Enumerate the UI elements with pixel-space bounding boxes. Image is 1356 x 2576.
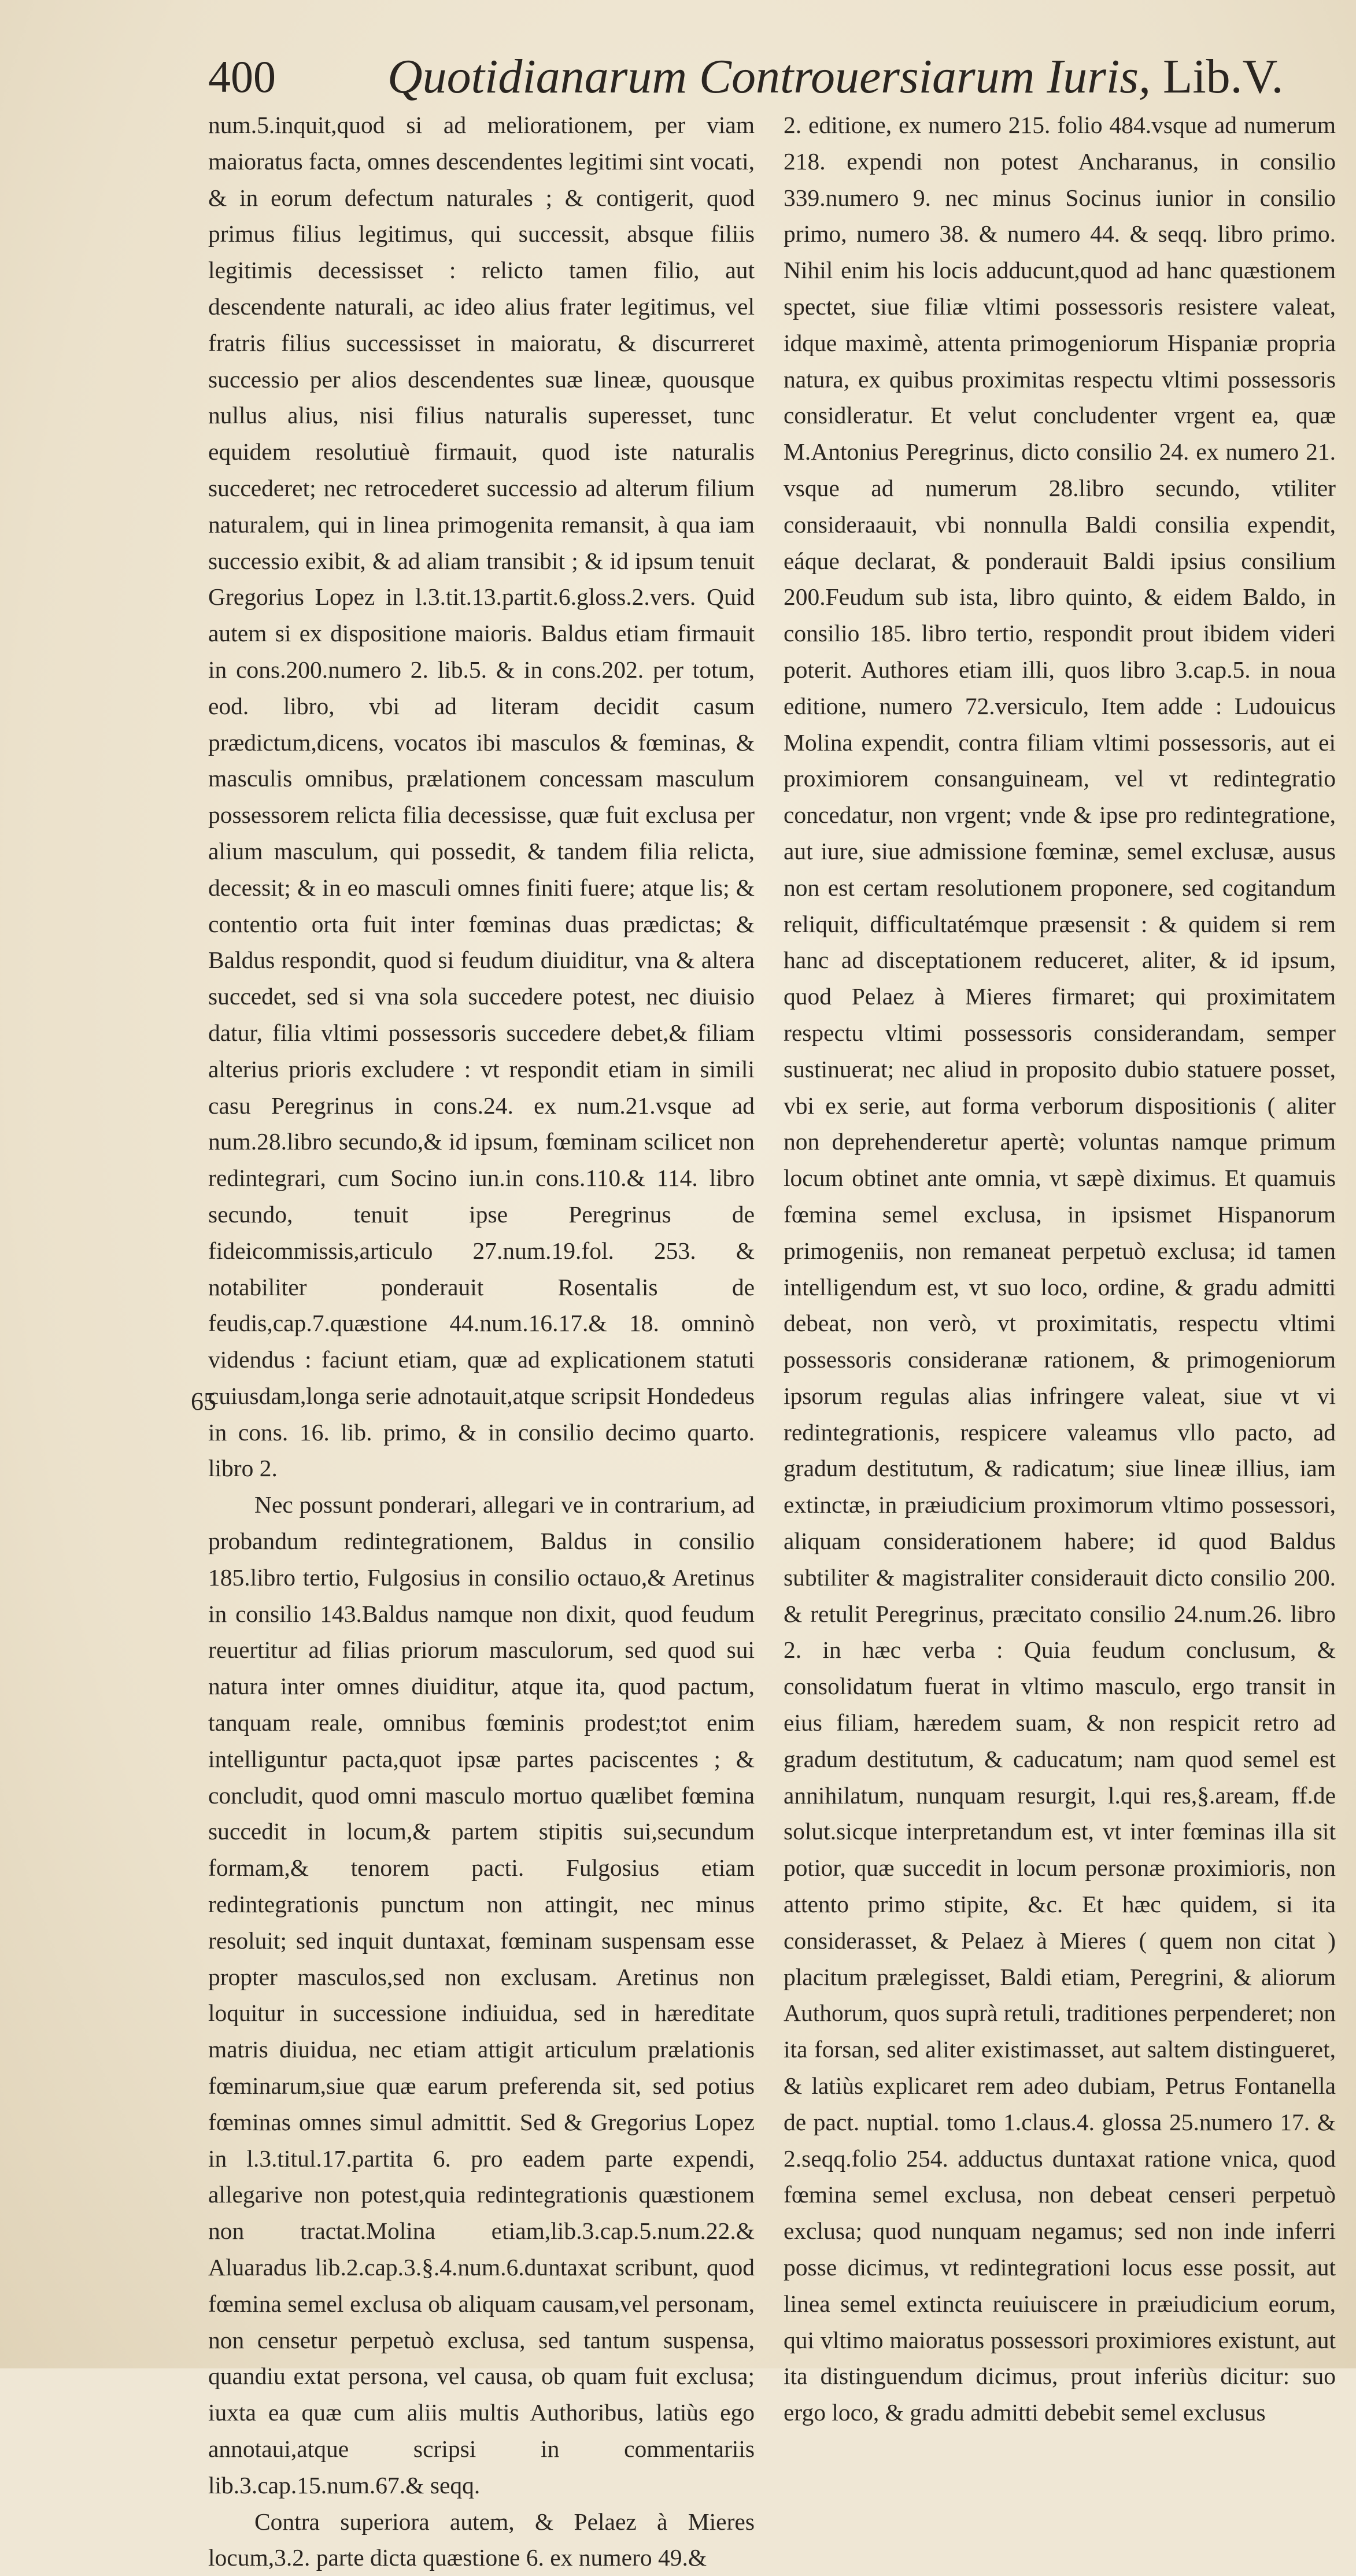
paragraph: Contra superiora autem, & Pelaez à Mieres locum,3.2. parte dicta quæstione 6. ex numero 49.& — [208, 2508, 755, 2571]
book-number: Lib.V. — [1163, 50, 1284, 104]
paragraph: 2. editione, ex numero 215. folio 484.vsque ad numerum 218. expendi non potest Ancharanus, in consilio 339.numero 9. nec minus Socinus iunior in consilio primo, numero 38. & numero 44. & seqq. libro primo. Nihil enim his locis adducunt,quod ad hanc quæstionem spectet, siue filiæ vltimi possessoris resistere valeat, idque maximè, attenta primogeniorum Hispaniæ propria natura, ex quibus proximitas respectu vltimi possessoris considleratur. Et velut concludenter vrgent ea, quæ M.Antonius Peregrinus, dicto consilio 24. ex numero 21. vsque ad numerum 28.libro secundo, vtiliter consideraauit, vbi nonnulla Baldi consilia expendit, eáque declarat, & ponderauit Baldi ipsius consilium 200.Feudum sub ista, libro quinto, & eidem Baldo, in consilio 185. libro tertio, respondit prout ibidem videri poterit. Authores etiam illi, quos libro 3.cap.5. in noua editione, numero 72.versiculo, Item adde : Ludouicus Molina expendit, contra filiam vltimi possessoris, aut ei proximiorem consanguineam, vel vt redintegratio concedatur, non vrgent; vnde & ipse pro redintegratione, aut iure, siue admissione fœminæ, semel exclusæ, ausus non est certam resolutionem proponere, sed cogitandum reliquit, difficultatémque præsensit : & quidem si rem hanc ad disceptationem reduceret, aliter, & id ipsum, quod Pelaez à Mieres firmaret; qui proximitatem respectu vltimi possessoris considerandam, semper sustinuerat; nec aliud in proposito dubio statuere posset, vbi ex serie, aut forma verborum dispositionis ( aliter non deprehenderetur apertè; voluntas namque primum locum obtinet ante omnia, vt sæpè diximus. Et quamuis fœmina semel exclusa, in ipsismet Hispanorum primogeniis, non remaneat perpetuò exclusa; id tamen intelligendum est, vt suo loco, ordine, & gradu admitti debeat, non verò, vt proximitatis, respectu vltimi possessoris consideranæ rationem, & primogeniorum ipsorum regulas alias infringere valeat, siue vt vi redintegrationis, respicere valeamus vllo pacto, ad gradum destitutum, & radicatum; siue lineæ illius, iam extinctæ, in præiudicium proximorum vltimo possessori, aliquam considerationem habere; id quod Baldus subtiliter & magistraliter considerauit dicto consilio 200. & retulit Peregrinus, præcitato consilio 24.num.26. libro 2. in hæc verba : Quia feudum conclusum, & consolidatum fuerat in vltimo masculo, ergo transit in eius filiam, hæredem suam, & non respicit retro ad gradum destitutum, & caducatum; nam quod semel est annihilatum, nunquam resurgit, l.qui res,§.aream, ff.de solut.sicque interpretandum est, vt inter fœminas illa sit potior, quæ succedit in locum personæ proximioris, non attento primo stipite, &c. Et hæc quidem, si ita considerasset, & Pelaez à Mieres ( quem non citat ) placitum prælegisset, Baldi etiam, Peregrini, & aliorum Authorum, quos suprà retuli, traditiones perpenderet; non ita forsan, sed aliter existimasset, aut saltem distingueret, & latiùs explicaret rem adeo dubiam, Petrus Fontanella de pact. nuptial. tomo 1.claus.4. glossa 25.numero 17. & 2.seqq.folio 254. adductus duntaxat ratione vnica, quod fœmina semel exclusa, non debeat censeri perpetuò exclusa; quod nunquam negamus; sed non inde inferri posse dicimus, vt redintegrationi locus esse possit, aut linea semel extincta reuiuiscere in præiudicium eorum, qui vltimo maioratus possessori proximiores existunt, aut ita distinguendum dicimus, prout inferiùs dicitur: suo ergo loco, & gradu admitti debebit semel exclusus — [784, 112, 1336, 2426]
page-number: 400 — [208, 51, 276, 102]
paragraph: num.5.inquit,quod si ad meliorationem, per viam maioratus facta, omnes descendentes legitimi sint vocati, & in eorum defectum naturales ; & contigerit, quod primus filius legitimus, qui successit, absque filiis legitimis decessisset : relicto tamen filio, aut descendente naturali, ac ideo alius frater legitimus, vel fratris filius successisset in maioratu, & discurreret successio per alios descendentes suæ lineæ, quousque nullus alius, nisi filius naturalis superesset, tunc equidem resolutiuè firmauit, quod iste naturalis succederet; nec retrocederet successio ad alterum filium naturalem, qui in linea primogenita remansit, à qua iam successio exibit, & ad aliam transibit ; & id ipsum tenuit Gregorius Lopez in l.3.tit.13.partit.6.gloss.2.vers. Quid autem si ex dispositione maioris. Baldus etiam firmauit in cons.200.numero 2. lib.5. & in cons.202. per totum, eod. libro, vbi ad literam decidit casum prædictum,dicens, vocatos ibi masculos & fœminas, & masculis omnibus, prælationem concessam masculum possessorem relicta filia decessisse, quæ fuit exclusa per alium masculum, qui possedit, & tandem filia relicta, decessit; & in eo masculi omnes finiti fuere; atque lis; & contentio orta fuit inter fœminas duas prædictas; & Baldus respondit, quod si feudum diuiditur, vna & altera succedet, sed si vna sola succedere potest, nec diuisio datur, filia vltimi possessoris succedere debet,& filiam alterius prioris excludere : vt respondit etiam in simili casu Peregrinus in cons.24. ex num.21.vsque ad num.28.libro secundo,& id ipsum, fœminam scilicet non redintegrari, cum Socino iun.in cons.110.& 114. libro secundo, tenuit ipse Peregrinus de fideicommissis,articulo 27.num.19.fol. 253. & notabiliter ponderauit Rosentalis de feudis,cap.7.quæstione 44.num.16.17.& 18. omninò videndus : faciunt etiam, quæ ad explicationem statuti cuiusdam,longa serie adnotauit,atque scripsit Hondedeus in cons. 16. lib. primo, & in consilio decimo quarto. libro 2. — [208, 112, 755, 1482]
left-column — [208, 107, 755, 2576]
running-header — [208, 45, 1284, 109]
running-title — [387, 45, 1284, 109]
paragraph: Nec possunt ponderari, allegari ve in contrarium, ad probandum redintegrationem, Baldus in consilio 185.libro tertio, Fulgosius in consilio octauo,& Aretinus in consilio 143.Baldus namque non dixit, quod feudum reuertitur ad filias priorum masculorum, sed quod sui natura inter omnes diuiditur, atque ita, quod pactum, tanquam reale, omnibus fœminis prodest;tot enim intelliguntur pacta,quot ipsæ partes paciscentes ; & concludit, quod omni masculo mortuo quælibet fœmina succedit in locum,& partem stipitis sui,secundum formam,& tenorem pacti. Fulgosius etiam redintegrationis punctum non attingit, nec minus resoluit; sed inquit duntaxat, fœminam suspensam esse propter masculos,sed non exclusam. Aretinus non loquitur in successione indiuidua, sed in hæreditate matris diuidua, nec etiam attigit articulum prælationis fœminarum,siue quæ earum preferenda sit, sed potius fœminas omnes simul admittit. Sed & Gregorius Lopez in l.3.titul.17.partita 6. pro eadem parte expendi, allegarive non potest,quia redintegrationis quæstionem non tractat.Molina etiam,lib.3.cap.5.num.22.& Aluaradus lib.2.cap.3.§.4.num.6.duntaxat scribunt, quod fœmina semel exclusa ob aliquam causam,vel personam, non censetur perpetuò exclusa, sed tantum suspensa, quandiu extat persona, vel causa, ob quam fuit exclusa; iuxta ea quæ cum aliis multis Authoribus, latiùs ego annotaui,atque scripsi in commentariis lib.3.cap.15.num.67.& seqq. — [208, 1491, 755, 2499]
right-column — [784, 107, 1336, 2431]
running-title-text: Quotidianarum Controuersiarum Iuris, — [387, 50, 1151, 104]
margin-number: 65 — [191, 1387, 216, 1415]
